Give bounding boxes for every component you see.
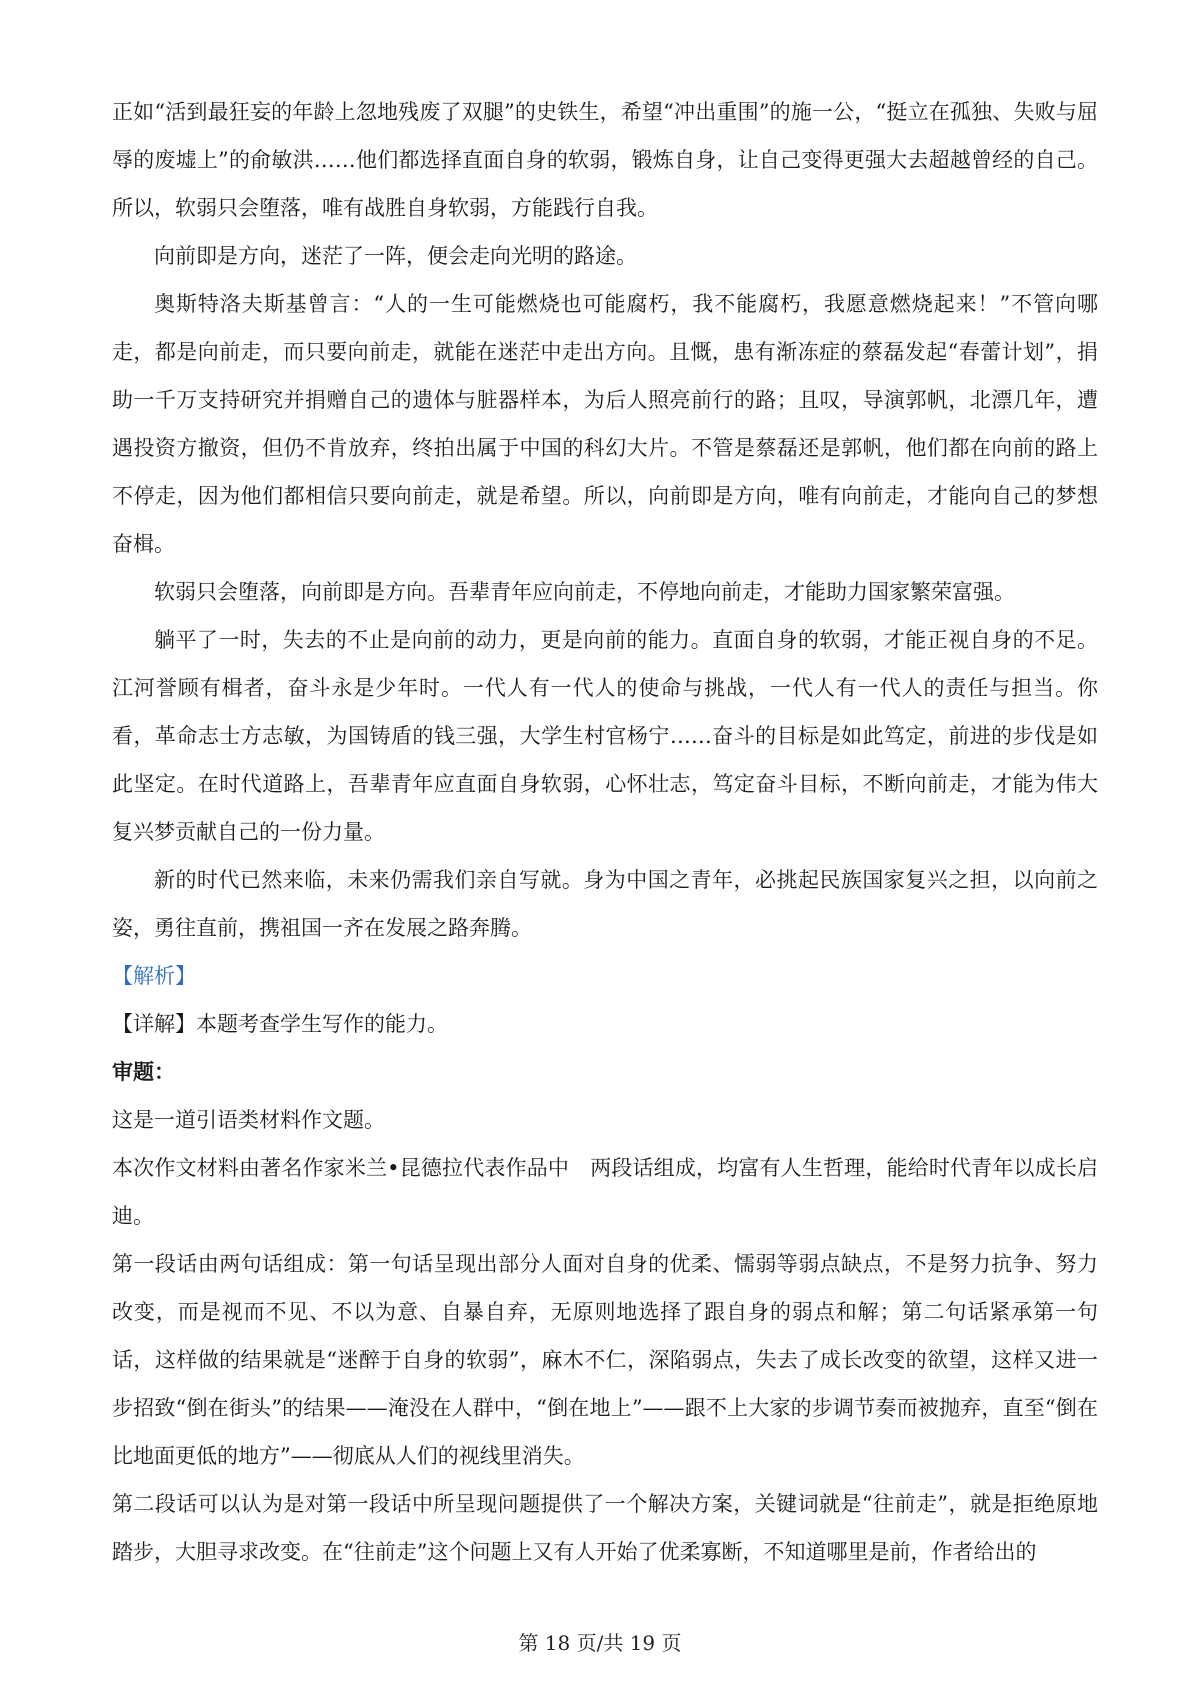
detail-line	[112, 1000, 1098, 1048]
review-material-part-b: 两段话组成，均富有人生哲理，能给时代青年以成长启迪。	[112, 1156, 1098, 1228]
review-material-part-a: 本次作文材料由著名作家米兰•昆德拉代表作品中	[112, 1156, 570, 1180]
review-heading: 审题：	[112, 1059, 175, 1084]
essay-paragraph-4: 软弱只会堕落，向前即是方向。吾辈青年应向前走，不停地向前走，才能助力国家繁荣富强。	[154, 580, 1015, 604]
page-footer: 第 18 页/共 19 页	[518, 1631, 682, 1655]
review-material	[112, 1144, 1098, 1240]
document-body	[112, 88, 1098, 1576]
essay-paragraph-6: 新的时代已然来临，未来仍需我们亲自写就。身为中国之青年，必挑起民族国家复兴之担，以向前之姿，勇往直前，携祖国一齐在发展之路奔腾。	[112, 868, 1098, 940]
review-first-passage: 第一段话由两句话组成：第一句话呈现出部分人面对自身的优柔、懦弱等弱点缺点，不是努力抗争、努力改变，而是视而不见、不以为意、自暴自弃，无原则地选择了跟自身的弱点和解；第二句话紧承第一句话，这样做的结果就是“迷醉于自身的软弱”，麻木不仁，深陷弱点，失去了成长改变的欲望，这样又进一步招致“倒在街头”的结果——淹没在人群中，“倒在地上”——跟不上大家的步调节奏而被抛弃，直至“倒在比地面更低的地方”——彻底从人们的视线里消失。	[112, 1252, 1098, 1468]
detail-tag: 【详解】	[112, 1012, 196, 1036]
essay-paragraph-5: 躺平了一时，失去的不止是向前的动力，更是向前的能力。直面自身的软弱，才能正视自身的不足。江河誉顾有楫者，奋斗永是少年时。一代人有一代人的使命与挑战，一代人有一代人的责任与担当。你看，革命志士方志敏，为国铸盾的钱三强，大学生村官杨宁……奋斗的目标是如此笃定，前进的步伐是如此坚定。在时代道路上，吾辈青年应直面自身软弱，心怀壮志，笃定奋斗目标，不断向前走，才能为伟大复兴梦贡献自己的一份力量。	[112, 628, 1098, 844]
analysis-tag: 【解析】	[112, 964, 196, 988]
review-intro: 这是一道引语类材料作文题。	[112, 1108, 385, 1132]
essay-paragraph-1: 正如“活到最狂妄的年龄上忽地残废了双腿”的史铁生，希望“冲出重围”的施一公，“挺立在孤独、失败与屈辱的废墟上”的俞敏洪……他们都选择直面自身的软弱，锻炼自身，让自己变得更强大去超越曾经的自己。所以，软弱只会堕落，唯有战胜自身软弱，方能践行自我。	[112, 100, 1098, 220]
essay-paragraph-3: 奥斯特洛夫斯基曾言：“人的一生可能燃烧也可能腐朽，我不能腐朽，我愿意燃烧起来！”不管向哪走，都是向前走，而只要向前走，就能在迷茫中走出方向。且慨，患有渐冻症的蔡磊发起“春蕾计划”，捐助一千万支持研究并捐赠自己的遗体与脏器样本，为后人照亮前行的路；且叹，导演郭帆，北漂几年，遭遇投资方撤资，但仍不肯放弃，终拍出属于中国的科幻大片。不管是蔡磊还是郭帆，他们都在向前的路上不停走，因为他们都相信只要向前走，就是希望。所以，向前即是方向，唯有向前走，才能向自己的梦想奋楫。	[112, 292, 1098, 556]
analysis-section	[112, 952, 1098, 1000]
essay-paragraph-2: 向前即是方向，迷茫了一阵，便会走向光明的路途。	[154, 244, 637, 268]
detail-text: 本题考查学生写作的能力。	[196, 1012, 448, 1036]
review-second-passage: 第二段话可以认为是对第一段话中所呈现问题提供了一个解决方案，关键词就是“往前走”，就是拒绝原地踏步，大胆寻求改变。在“往前走”这个问题上又有人开始了优柔寡断，不知道哪里是前，作者给出的	[112, 1492, 1098, 1564]
